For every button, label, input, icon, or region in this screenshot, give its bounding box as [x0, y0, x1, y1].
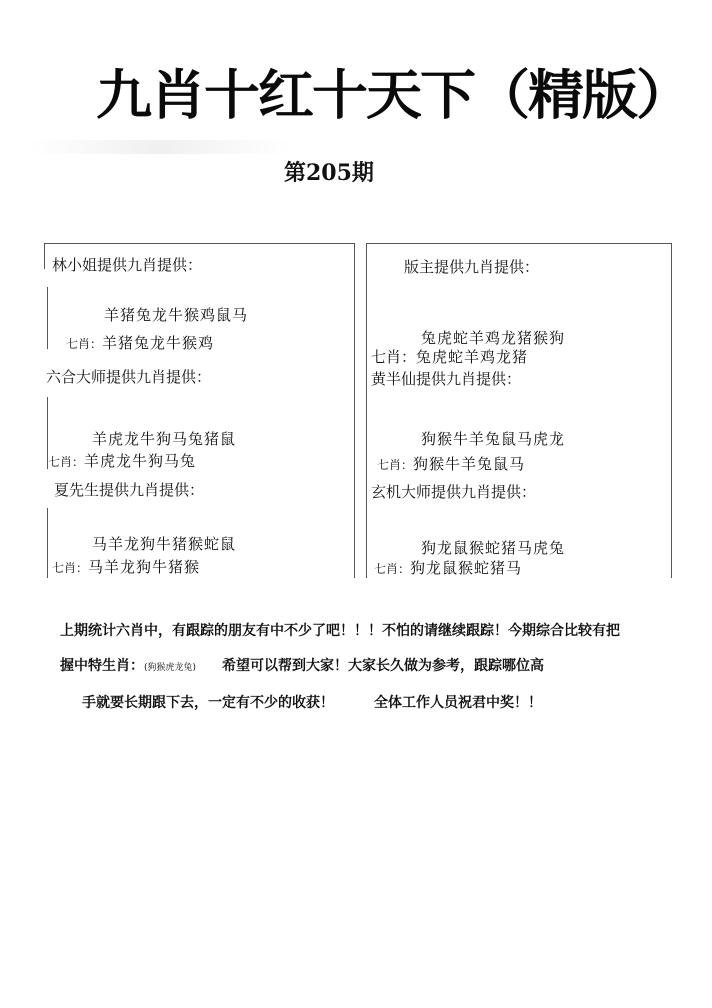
- page-title: 九肖十红十天下（精版）: [96, 64, 690, 127]
- right-panel-left-border: [366, 243, 367, 578]
- nine-zodiac-list: 狗猴牛羊兔鼠马虎龙: [421, 430, 566, 448]
- footer-line-3: [82, 692, 542, 712]
- seven-label: 七肖：: [48, 455, 85, 469]
- left-panel-left-border: [44, 243, 45, 269]
- footer-line-2-text: 希望可以帮到大家！大家长久做为参考，跟踪哪位高: [222, 658, 545, 674]
- footer-line-2: [60, 655, 544, 675]
- seven-zodiac-list: 马羊龙狗牛猪猴: [88, 558, 201, 576]
- nine-zodiac-list: 马羊龙狗牛猪猴蛇鼠: [92, 535, 237, 553]
- left-panel-right-border: [354, 243, 355, 578]
- nine-zodiac-list: 狗龙鼠猴蛇猪马虎兔: [421, 539, 566, 557]
- seven-zodiac-row: [52, 556, 200, 577]
- seven-zodiac-list: 狗猴牛羊兔鼠马: [413, 455, 526, 473]
- left-divider-1: [47, 287, 48, 349]
- right-panel-right-border: [671, 243, 672, 578]
- seven-zodiac-row: [371, 346, 528, 367]
- provider-title: 黄半仙提供九肖提供：: [371, 370, 522, 388]
- seven-zodiac-list: 兔虎蛇羊鸡龙猪: [416, 348, 529, 366]
- issue-number: 第205期: [284, 160, 374, 186]
- left-panel-top-border: [44, 243, 354, 244]
- seven-zodiac-row: [377, 453, 525, 474]
- seven-label: 七肖：: [52, 561, 89, 575]
- provider-title: 林小姐提供九肖提供：: [52, 256, 203, 274]
- provider-title: 玄机大师提供九肖提供：: [371, 483, 537, 501]
- footer-line-1: 上期统计六肖中，有跟踪的朋友有中不少了吧！！！不怕的请继续跟踪！今期综合比较有把: [60, 623, 620, 639]
- seven-zodiac-row: [48, 450, 196, 471]
- closing-wish: 全体工作人员祝君中奖！！: [374, 695, 542, 711]
- seven-zodiac-row: [374, 557, 522, 578]
- left-divider-3: [47, 508, 48, 578]
- provider-title: 六合大师提供九肖提供：: [46, 368, 212, 386]
- footer-line-3-text: 手就要长期跟下去，一定有不少的收获！: [82, 695, 334, 711]
- seven-label: 七肖：: [374, 562, 411, 576]
- nine-zodiac-list: 羊猪兔龙牛猴鸡鼠马: [104, 306, 249, 324]
- seven-zodiac-row: [66, 332, 214, 353]
- seven-label: 七肖：: [371, 348, 417, 366]
- scan-smudge: [30, 140, 290, 154]
- seven-zodiac-list: 羊猪兔龙牛猴鸡: [102, 334, 215, 352]
- right-panel-top-border: [366, 243, 672, 244]
- special-zodiac-label: 握中特生肖：: [60, 658, 144, 674]
- seven-zodiac-list: 羊虎龙牛狗马兔: [84, 452, 197, 470]
- seven-label: 七肖：: [377, 458, 414, 472]
- provider-title: 版主提供九肖提供：: [404, 258, 540, 276]
- special-zodiac-values: (狗猴虎龙兔): [144, 663, 197, 673]
- nine-zodiac-list: 羊虎龙牛狗马兔猪鼠: [92, 430, 237, 448]
- nine-zodiac-list: 兔虎蛇羊鸡龙猪猴狗: [421, 329, 566, 347]
- provider-title: 夏先生提供九肖提供：: [54, 481, 205, 499]
- seven-zodiac-list: 狗龙鼠猴蛇猪马: [410, 559, 523, 577]
- seven-label: 七肖：: [66, 337, 103, 351]
